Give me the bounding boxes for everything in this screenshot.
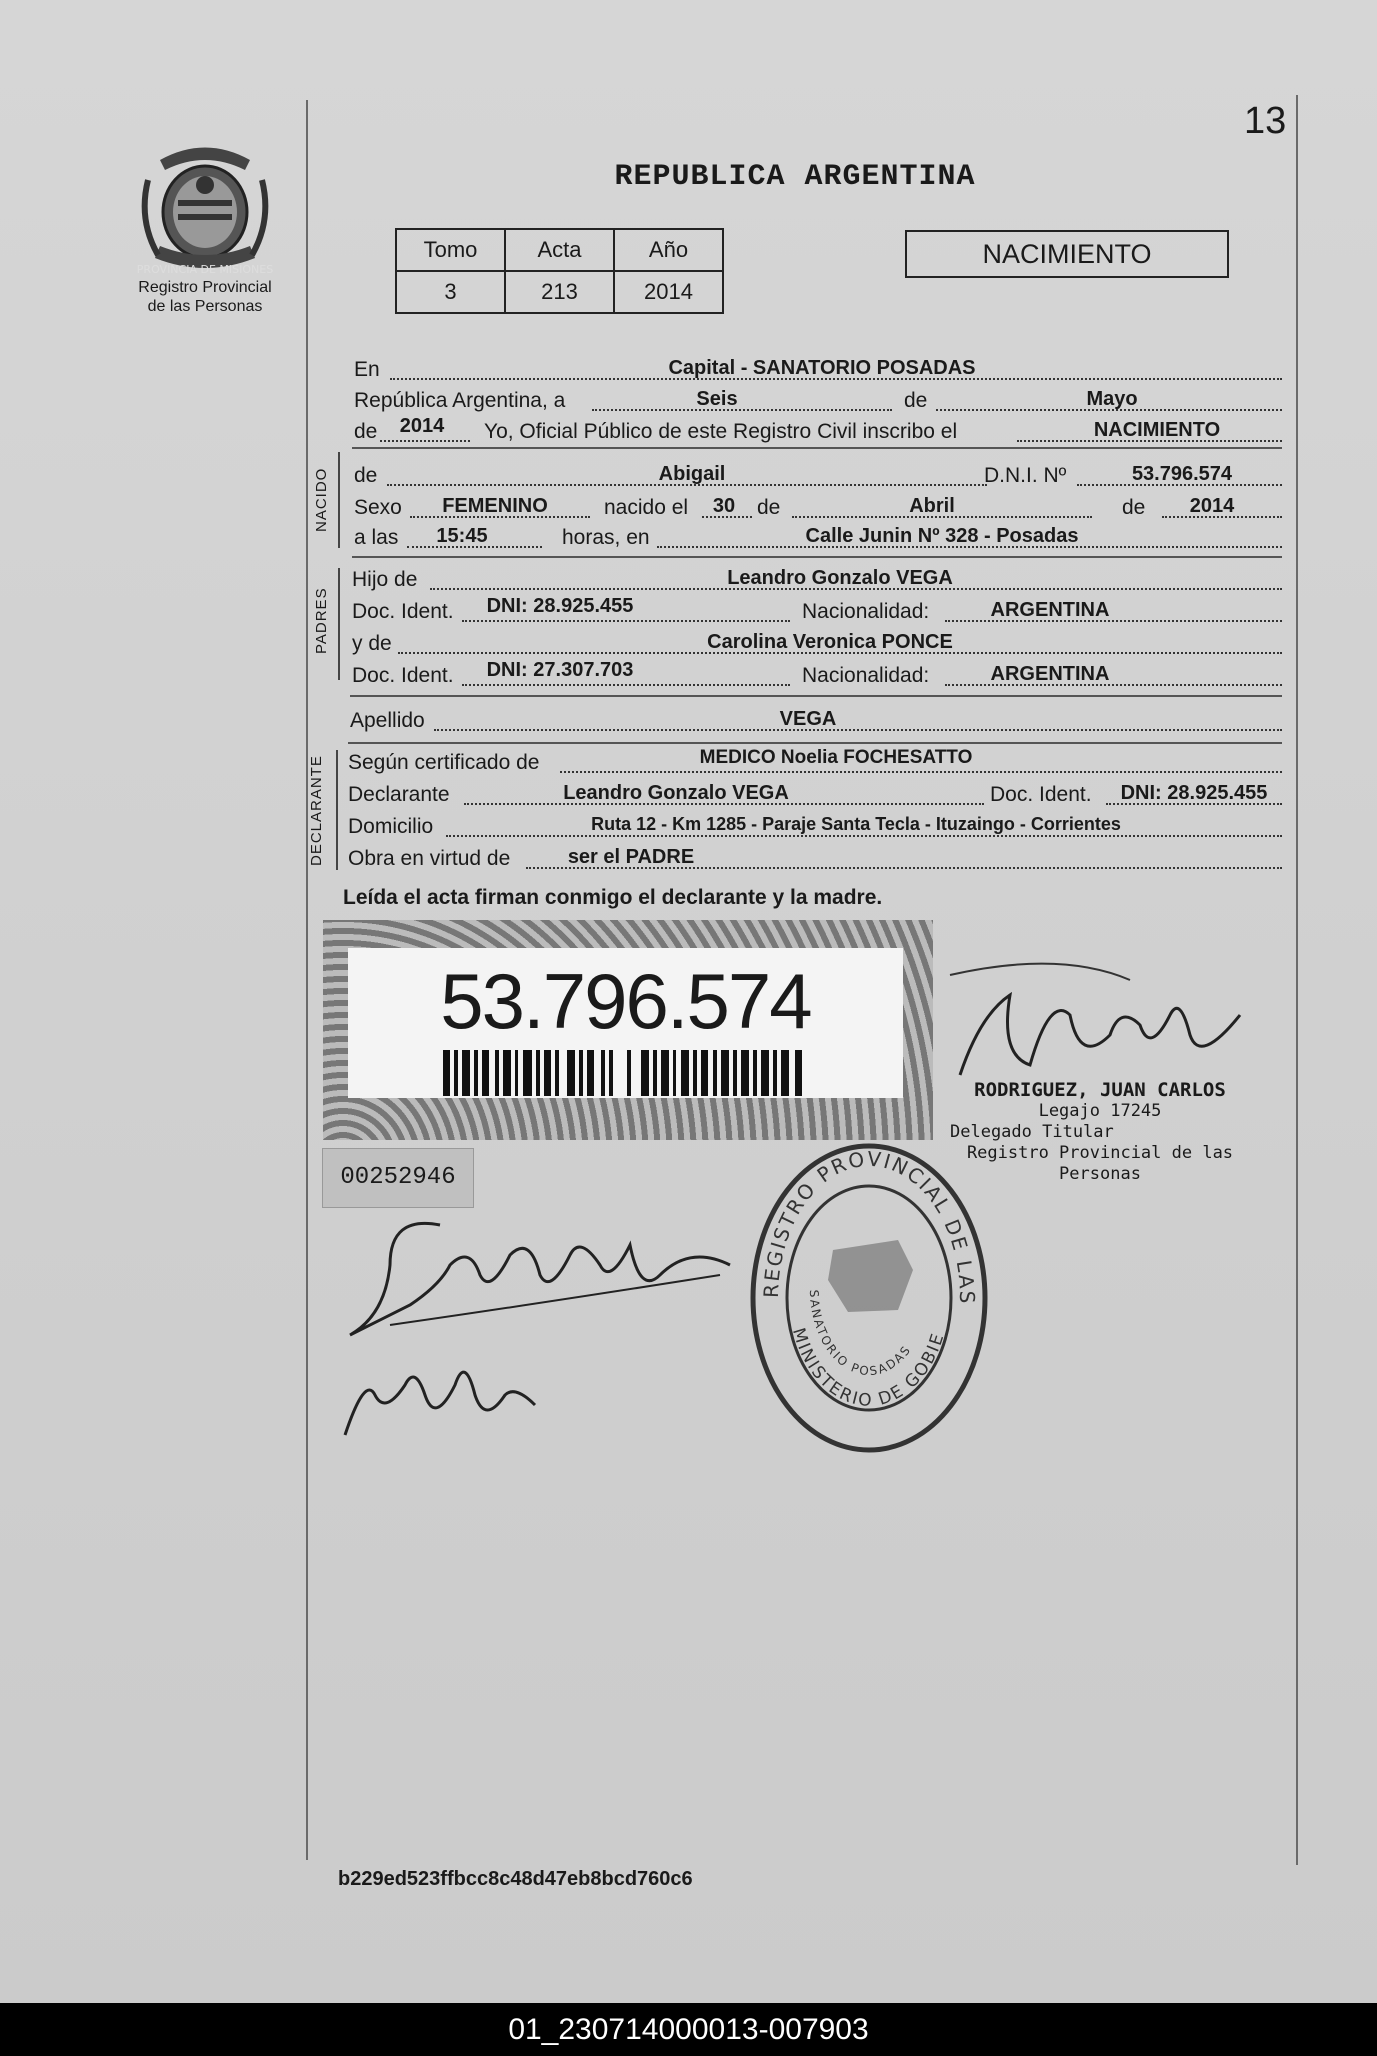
row-mother-doc [350,658,1282,690]
right-margin-line [1296,95,1298,1865]
page-number: 13 [1244,100,1287,142]
sexo-label: Sexo [354,496,402,519]
row-certificado [346,745,1282,777]
row-sexo [352,490,1282,522]
obra-value: ser el PADRE [567,846,695,868]
day-value: Seis [696,388,738,410]
doc-ident-label-3: Doc. Ident. [990,783,1092,806]
act-type-box: NACIMIENTO [905,230,1229,278]
separator [352,447,1282,449]
row-hijo-de [350,562,1282,594]
tomo-acta-ano-table [395,228,724,314]
official-cargo: Delegado Titular [950,1122,1114,1142]
domicilio-value: Ruta 12 - Km 1285 - Paraje Santa Tecla - Ituzaingo - Corrientes [591,814,1121,834]
father-doc-value: DNI: 28.925.455 [486,595,634,617]
hijo-de-label: Hijo de [352,568,418,591]
obra-label: Obra en virtud de [348,847,511,870]
table-header-acta: Acta [505,229,614,271]
nacido-bracket [338,452,340,548]
row-apellido [348,703,1282,735]
child-dni-value: 53.796.574 [1131,463,1233,485]
sexo-value: FEMENINO [442,495,548,517]
declarant-signature [330,1205,750,1355]
row-father-doc [350,594,1282,626]
office-label [120,278,290,316]
table-header-ano: Año [614,229,723,271]
birth-month-value: Abril [909,495,955,517]
de-label-2: de [354,420,378,443]
official-signature [940,955,1270,1095]
row-en [352,352,1282,384]
official-seal [748,1140,990,1456]
separator [350,695,1282,697]
doc-ident-label-2: Doc. Ident. [352,664,454,687]
y-de-label: y de [352,632,392,655]
row-hora [352,520,1282,552]
de-label-4: de [757,496,781,519]
separator [352,556,1282,558]
declarante-label: Declarante [348,783,450,806]
barcode-number: 53.796.574 [440,957,811,1045]
padres-bracket [338,568,340,680]
separator [348,742,1282,744]
father-nationality-value: ARGENTINA [990,599,1110,621]
horas-label: horas, en [562,526,650,549]
table-value-ano: 2014 [614,271,723,313]
nacionalidad-label: Nacionalidad: [802,600,930,623]
row-obra [346,841,1282,873]
hour-value: 15:45 [436,525,488,547]
apellido-value: VEGA [779,708,837,730]
official-registro: Registro Provincial de las Personas [966,1143,1234,1184]
apellido-label: Apellido [350,709,425,732]
logo-lettering: PROVINCIA DE MISIONES [136,263,274,276]
document-id-footer: 01_230714000013-007903 [0,2003,1377,2056]
de-label-3: de [354,464,378,487]
declarante-name-value: Leandro Gonzalo VEGA [563,782,789,804]
doc-ident-label: Doc. Ident. [352,600,454,623]
country-title: REPUBLICA ARGENTINA [614,160,976,194]
child-name-value: Abigail [658,463,726,485]
month-value: Mayo [1086,388,1138,410]
table-value-tomo: 3 [396,271,505,313]
declarante-bracket [336,750,338,870]
section-nacido-label: NACIDO [313,467,330,532]
seal-outer-lettering: REGISTRO PROVINCIAL DE LAS [758,1146,980,1306]
row-declarante [346,777,1282,809]
row-republica [352,383,1282,415]
barcode-sticker [323,920,933,1140]
a-las-label: a las [354,526,399,549]
birth-year-value: 2014 [1189,495,1235,517]
father-name-value: Leandro Gonzalo VEGA [727,567,953,589]
dni-label: D.N.I. Nº [984,464,1067,487]
left-margin-line [306,100,308,1860]
barcode-label [348,948,903,1098]
nacionalidad-label-2: Nacionalidad: [802,664,930,687]
section-declarante-label: DECLARANTE [308,755,325,866]
nacido-el-label: nacido el [604,496,689,519]
certificado-value: MEDICO Noelia FOCHESATTO [699,747,973,768]
row-y-de [350,626,1282,658]
official-stamp [950,1080,1250,1185]
official-legajo: Legajo 17245 [1038,1101,1162,1121]
office-line-2: de las Personas [147,298,263,315]
domicilio-label: Domicilio [348,815,434,838]
section-padres-label: PADRES [313,587,330,654]
certificado-label: Según certificado de [348,751,540,774]
de-label: de [904,389,928,412]
table-header-tomo: Tomo [396,229,505,271]
mother-signature [335,1335,555,1445]
seal-bottom-lettering: MINISTERIO DE GOBIE [787,1325,949,1411]
seal-inner-lettering: SANATORIO POSADAS [806,1289,915,1379]
row-nacido-name [352,458,1282,490]
oficial-text: Yo, Oficial Público de este Registro Civil inscribo el [484,420,958,443]
closing-statement: Leída el acta firman conmigo el declarante y la madre. [343,886,883,909]
mother-nationality-value: ARGENTINA [990,663,1110,685]
row-year [352,414,1282,446]
birth-day-value: 30 [712,495,736,517]
republica-label: República Argentina, a [354,389,566,412]
office-line-1: Registro Provincial [138,279,272,296]
mother-doc-value: DNI: 27.307.703 [486,659,634,681]
declarante-doc-value: DNI: 28.925.455 [1120,782,1268,804]
table-value-acta: 213 [505,271,614,313]
year-value: 2014 [399,415,445,437]
official-name: RODRIGUEZ, JUAN CARLOS [974,1079,1226,1101]
serial-number: 00252946 [322,1148,474,1208]
place-value: Capital - SANATORIO POSADAS [668,357,976,379]
birth-address-value: Calle Junin Nº 328 - Posadas [805,525,1079,547]
barcode-bars [443,1050,813,1096]
act-value: NACIMIENTO [1093,419,1221,441]
de-label-5: de [1122,496,1146,519]
document-hash: b229ed523ffbcc8c48d47eb8bcd760c6 [338,1868,693,1890]
en-label: En [354,358,380,381]
row-domicilio [346,809,1282,841]
mother-name-value: Carolina Veronica PONCE [707,631,953,653]
